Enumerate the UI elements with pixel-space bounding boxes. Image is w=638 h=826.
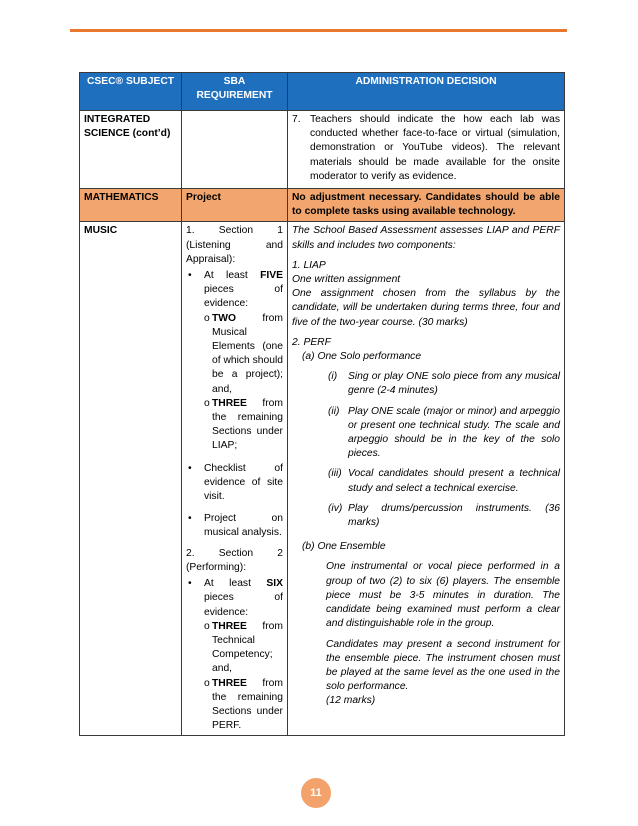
page-number-badge: 11: [301, 778, 331, 808]
decision-integrated-science: [288, 111, 565, 189]
liap-line: One written assignment: [292, 274, 401, 286]
subject-line: SCIENCE (cont’d): [84, 128, 171, 140]
solo-item-iv: (iv) Play drums/percussion instruments. (36 marks): [328, 502, 560, 529]
sba-sub-item: [186, 620, 283, 677]
ensemble-marks: (12 marks): [326, 695, 376, 707]
table-header-row: [80, 73, 565, 111]
sub-item-text: THREE from the remaining Sections under PERF.: [212, 677, 283, 732]
row-mathematics: [80, 189, 565, 222]
header-sba-line2: REQUIREMENT: [196, 90, 273, 102]
decision-item-7: [292, 113, 560, 184]
sba-section-2: 2. Section 2 (Performing):: [186, 547, 283, 573]
sba-bullet: [186, 269, 283, 312]
top-rule: [70, 29, 567, 32]
circle-bullet-icon: o: [204, 312, 210, 324]
bullet-text: Project on musical analysis.: [204, 513, 283, 539]
sba-sub-item: [186, 312, 283, 397]
sub-item-text: THREE from Technical Competency; and,: [212, 620, 283, 675]
solo-heading: (a) One Solo performance: [302, 351, 422, 363]
sba-integrated-science: [182, 111, 288, 189]
administration-table: [79, 72, 565, 736]
bullet-icon: •: [188, 513, 192, 525]
item-text: Teachers should indicate the how each lab was conducted whether face-to-face or virtual (simulation, demonstration or YouTube videos). The relevant materials should be made available for the onsite moderator to verify as evidence.: [310, 114, 560, 182]
row-music: [80, 222, 565, 736]
sub-item-text: THREE from the remaining Sections under LIAP;: [212, 397, 283, 452]
subject-integrated-science: [80, 111, 182, 189]
bullet-text: At least FIVE pieces of evidence:: [204, 270, 283, 310]
item-number: 7.: [292, 114, 301, 125]
perf-heading: 2. PERF: [292, 336, 331, 348]
circle-bullet-icon: o: [204, 397, 210, 409]
header-sba-line1: SBA: [223, 76, 246, 87]
row-integrated-science: [80, 111, 565, 189]
sba-mathematics: Project: [182, 189, 288, 222]
ensemble-heading: (b) One Ensemble: [302, 541, 386, 553]
solo-item-ii: (ii) Play ONE scale (major or minor) and arpeggio or present one technical study. The scale and arpeggio should be in the key of the solo pieces.: [328, 405, 560, 460]
liap-heading: 1. LIAP: [292, 259, 326, 271]
subject-mathematics: MATHEMATICS: [80, 189, 182, 222]
sba-bullet: [186, 462, 283, 505]
sba-music: [182, 222, 288, 736]
header-sba: [182, 73, 288, 111]
circle-bullet-icon: o: [204, 677, 210, 689]
sba-sub-item: [186, 677, 283, 734]
decision-intro: The School Based Assessment assesses LIAP and PERF skills and includes two components:: [292, 225, 560, 251]
liap-description: One assignment chosen from the syllabus by the candidate, will be undertaken during terms three, four and five of the two-year course. (30 marks): [292, 288, 560, 328]
sba-bullet: [186, 577, 283, 620]
sba-bullet: [186, 512, 283, 540]
bullet-icon: •: [188, 270, 192, 282]
solo-item-iii: (iii) Vocal candidates should present a technical study and select a technical exercise.: [328, 468, 560, 494]
decision-music: [288, 222, 565, 736]
ensemble-paragraph: One instrumental or vocal piece performed in a group of two (2) to six (6) players. The ensemble piece must be 3-5 minutes in duration. The candidate being examined must perform a clear and distinguishable role in the group.: [326, 561, 560, 630]
header-subject: CSEC® SUBJECT: [80, 73, 182, 111]
bullet-icon: •: [188, 578, 192, 590]
solo-item-i: (i) Sing or play ONE solo piece from any musical genre (2-4 minutes): [328, 371, 560, 397]
decision-mathematics: No adjustment necessary. Candidates should be able to complete tasks using available technology.: [288, 189, 565, 222]
bullet-icon: •: [188, 462, 192, 474]
sub-item-text: TWO from Musical Elements (one of which should be a project); and,: [212, 312, 283, 395]
circle-bullet-icon: o: [204, 620, 210, 632]
sba-section-1: 1. Section 1 (Listening and Appraisal):: [186, 225, 283, 265]
header-decision: ADMINISTRATION DECISION: [288, 73, 565, 111]
bullet-text: At least SIX pieces of evidence:: [204, 578, 283, 618]
ensemble-paragraph: Candidates may present a second instrument for the ensemble piece. The instrument chosen must be played at the same level as the one used in the solo performance.: [326, 638, 560, 693]
subject-music: MUSIC: [80, 222, 182, 736]
subject-line: INTEGRATED: [84, 114, 151, 125]
bullet-text: Checklist of evidence of site visit.: [204, 462, 283, 503]
sba-sub-item: [186, 397, 283, 454]
